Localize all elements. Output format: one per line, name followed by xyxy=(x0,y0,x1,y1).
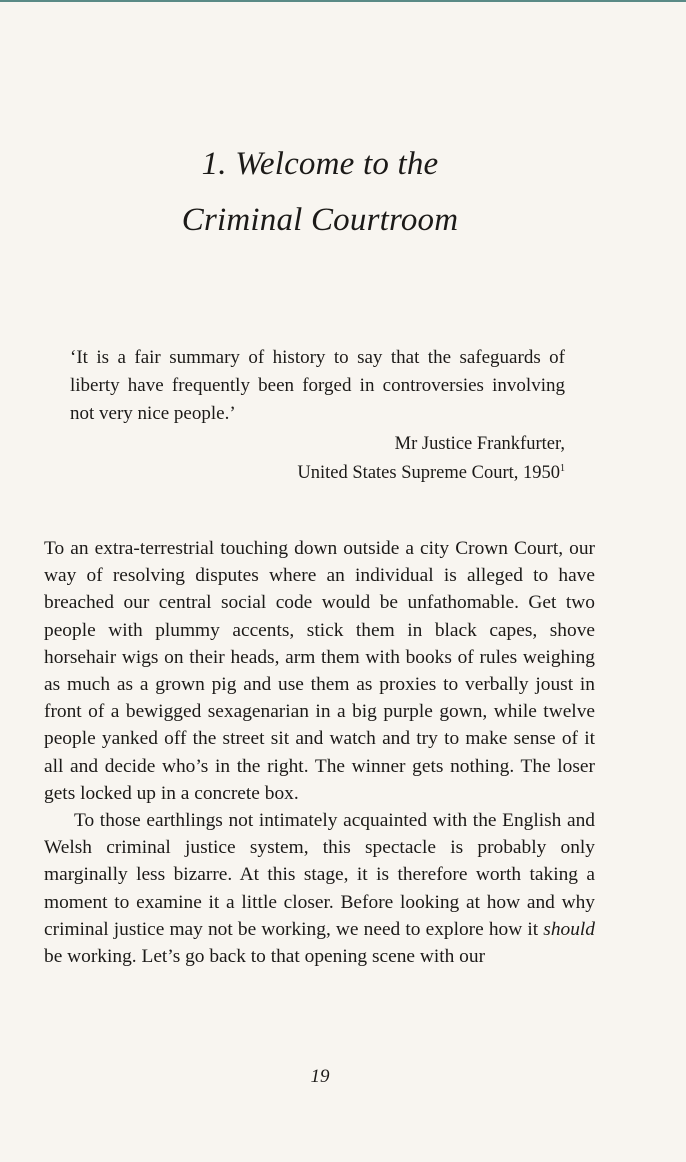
page-number: 19 xyxy=(310,1066,330,1087)
paragraph-2-emphasis: should xyxy=(543,918,595,940)
epigraph xyxy=(70,344,565,488)
attribution-source-text: United States Supreme Court, 1950 xyxy=(297,463,560,483)
paragraph-2-text-a: To those earthlings not intimately acquainted with the English and Welsh criminal justice system, this spectacle is probably only marginally less bizarre. At this stage, it is therefore worth taking a moment to examine it a little closer. Before looking at how and why criminal justice may not be working, we need to explore how it xyxy=(44,810,595,940)
paragraph-1: To an extra-terrestrial touching down outside a city Crown Court, our way of resolving disputes where an individual is alleged to have breached our central social code would be unfathomable. Get two people with plummy accents, stick them in black capes, shove horsehair wigs on their heads, arm them with books of rules weighing as much as a grown pig and use them as proxies to verbally joust in front of a bewigged sexagenarian in a big purple gown, while twelve people yanked off the street sit and watch and try to make sense of it all and decide who’s in the right. The winner gets nothing. The loser gets locked up in a concrete box. xyxy=(44,538,595,804)
paragraph-2-text-b: be working. Let’s go back to that opening scene with our xyxy=(44,946,486,968)
attribution-name: Mr Justice Frankfurter, xyxy=(394,434,565,454)
epigraph-quote: ‘It is a fair summary of history to say that the safeguards of liberty have frequently been forged in controversies involving not very nice people.’ xyxy=(70,347,565,424)
chapter-title xyxy=(0,136,640,248)
footnote-marker[interactable]: 1 xyxy=(560,462,565,474)
page-edge xyxy=(0,0,686,2)
chapter-title-line2: Criminal Courtroom xyxy=(181,202,459,238)
attribution-source xyxy=(70,459,565,488)
chapter-title-line1: 1. Welcome to the xyxy=(201,146,439,182)
paragraph-2 xyxy=(44,807,595,970)
body-text xyxy=(44,535,595,970)
epigraph-attribution xyxy=(70,430,565,488)
